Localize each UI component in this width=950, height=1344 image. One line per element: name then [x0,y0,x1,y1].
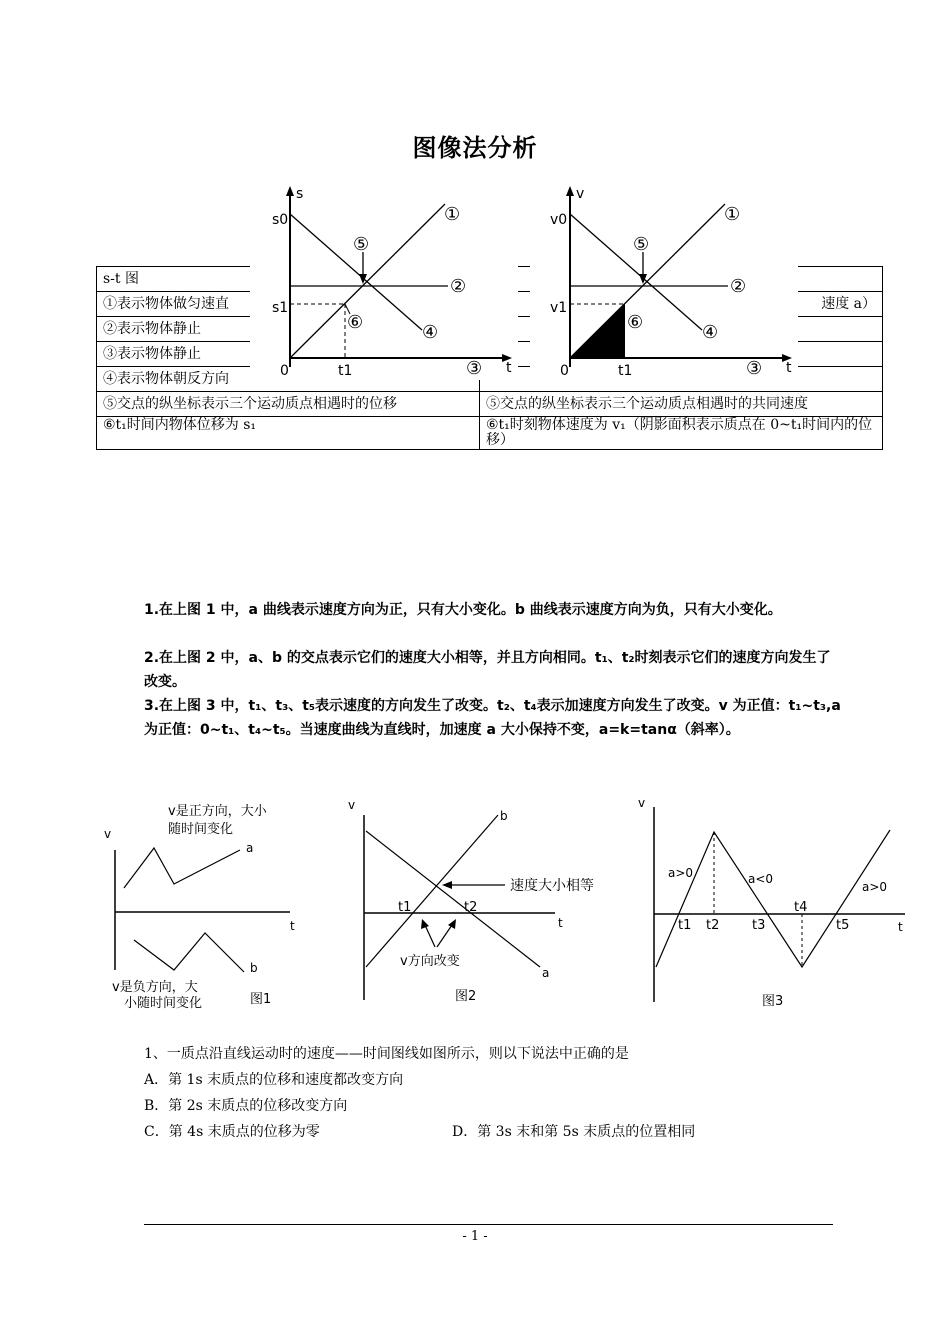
fig2-b-label: b [500,809,508,823]
table-cell: ①表示物体做匀速直 [97,292,480,317]
vt-graph [530,182,800,382]
fig2-t1-label: t1 [398,900,412,915]
line-b [366,815,498,967]
st-x-label: t [506,360,512,376]
fig2-y-label: v [348,798,356,812]
fig1-b-label: b [250,961,258,975]
vt-mark-3: ③ [746,358,763,379]
fig2-caption: 图2 [455,989,477,1004]
fig1-note-bottom-2: 小随时间变化 [124,996,203,1011]
fig3-t3-label: t3 [752,918,766,933]
vt-x-label: t [786,360,792,376]
option-c: C．第 4s 末质点的位移为零 [144,1124,320,1140]
option-a: A．第 1s 末质点的位移和速度都改变方向 [144,1072,404,1088]
fig1-note-top-2: 随时间变化 [168,822,234,837]
table-row [97,417,883,450]
table-cell: ⑥t₁时间内物体位移为 s₁ [97,417,480,450]
table-cell: ⑤交点的纵坐标表示三个运动质点相遇时的共同速度 [480,392,883,417]
paragraph-3: 3.在上图 3 中，t₁、t₃、t₅表示速度的方向发生了改变。t₂、t₄表示加速度方向发生了改变。v 为正值：t₁~t₃,a 为正值：0~t₁、t₄~t₅。当速度曲线为直线时，加速度 a 大小保持不变，a=k=tanα（斜率）。 [144,698,841,738]
fig3-t4-label: t4 [794,900,808,915]
figure-1 [100,800,300,1015]
table-cell: ⑤交点的纵坐标表示三个运动质点相遇时的位移 [97,392,480,417]
fig2-x-label: t [558,916,563,930]
fig2-a-label: a [542,966,550,980]
fig3-a-pos-left: a>0 [668,866,694,880]
st-mark-4: ④ [422,322,439,343]
vt-t1-label: t1 [618,363,633,379]
fig2-direction-note: v方向改变 [400,954,460,969]
fig1-x-label: t [290,919,295,933]
option-b: B．第 2s 末质点的位移改变方向 [144,1098,348,1114]
st-y-label: s [296,186,304,202]
velocity-curve [656,830,890,967]
paragraph-1: 1.在上图 1 中，a 曲线表示速度方向为正，只有大小变化。b 曲线表示速度方向为负，只有大小变化。 [144,602,782,618]
fig3-y-label: v [638,796,646,810]
option-d: D．第 3s 末和第 5s 末质点的位置相同 [452,1124,696,1140]
fig1-caption: 图1 [250,992,272,1007]
fig3-a-neg: a<0 [748,872,774,886]
st-mark-1: ① [444,204,461,225]
vt-y-label: v [576,186,585,202]
figure-3 [630,795,910,1010]
st-s0-label: s0 [272,212,289,228]
figure-2 [340,795,600,1010]
table-cell: 速度 a） [480,292,883,317]
vt-v0-label: v0 [550,212,568,228]
line-a [366,831,540,967]
table-cell: ②表示物体静止 [97,317,480,342]
st-t1-label: t1 [338,363,353,379]
paragraph-2: 2.在上图 2 中，a、b 的交点表示它们的速度大小相等，并且方向相同。t₁、t₂时刻表示它们的速度方向发生了改变。 [144,650,831,690]
table-cell: s-t 图 [97,267,480,292]
st-mark-3: ③ [466,358,483,379]
page-title: 图像法分析 [412,134,538,162]
footer-rule [144,1224,833,1225]
fig3-a-pos-right: a>0 [862,880,888,894]
curve-a [124,848,240,888]
vt-mark-2: ② [730,276,747,297]
vt-mark-4: ④ [702,322,719,343]
fig1-a-label: a [246,841,254,855]
st-s1-label: s1 [272,300,289,316]
st-mark-5: ⑤ [353,234,370,255]
st-graph [250,182,520,382]
vt-v1-label: v1 [550,300,568,316]
fig2-equal-note: 速度大小相等 [510,878,594,894]
st-mark-2: ② [450,276,467,297]
page-number: - 1 - [462,1229,488,1244]
st-mark-6: ⑥ [347,312,364,333]
question-stem: 1、一质点沿直线运动时的速度——时间图线如图所示，则以下说法中正确的是 [144,1046,629,1062]
fig1-y-label: v [104,827,112,841]
fig3-caption: 图3 [762,994,784,1009]
vt-origin-label: 0 [560,363,569,379]
fig3-x-label: t [898,920,903,934]
vt-mark-5: ⑤ [633,234,650,255]
table-row [97,392,883,417]
vt-mark-6: ⑥ [627,312,644,333]
fig1-note-bottom-1: v是负方向，大 [112,980,198,995]
fig1-note-top-1: v是正方向，大小 [168,804,267,819]
st-origin-label: 0 [280,363,289,379]
vt-mark-1: ① [724,204,741,225]
curve-b [134,933,244,972]
fig3-t1-label: t1 [678,918,692,933]
table-cell: ④表示物体朝反方向 [97,367,480,392]
table-cell: ⑥t₁时刻物体速度为 v₁（阴影面积表示质点在 0~t₁时间内的位移） [480,417,883,450]
table-cell: ③表示物体静止 [97,342,480,367]
fig3-t2-label: t2 [706,918,720,933]
fig2-t2-label: t2 [464,900,478,915]
fig3-t5-label: t5 [836,918,850,933]
